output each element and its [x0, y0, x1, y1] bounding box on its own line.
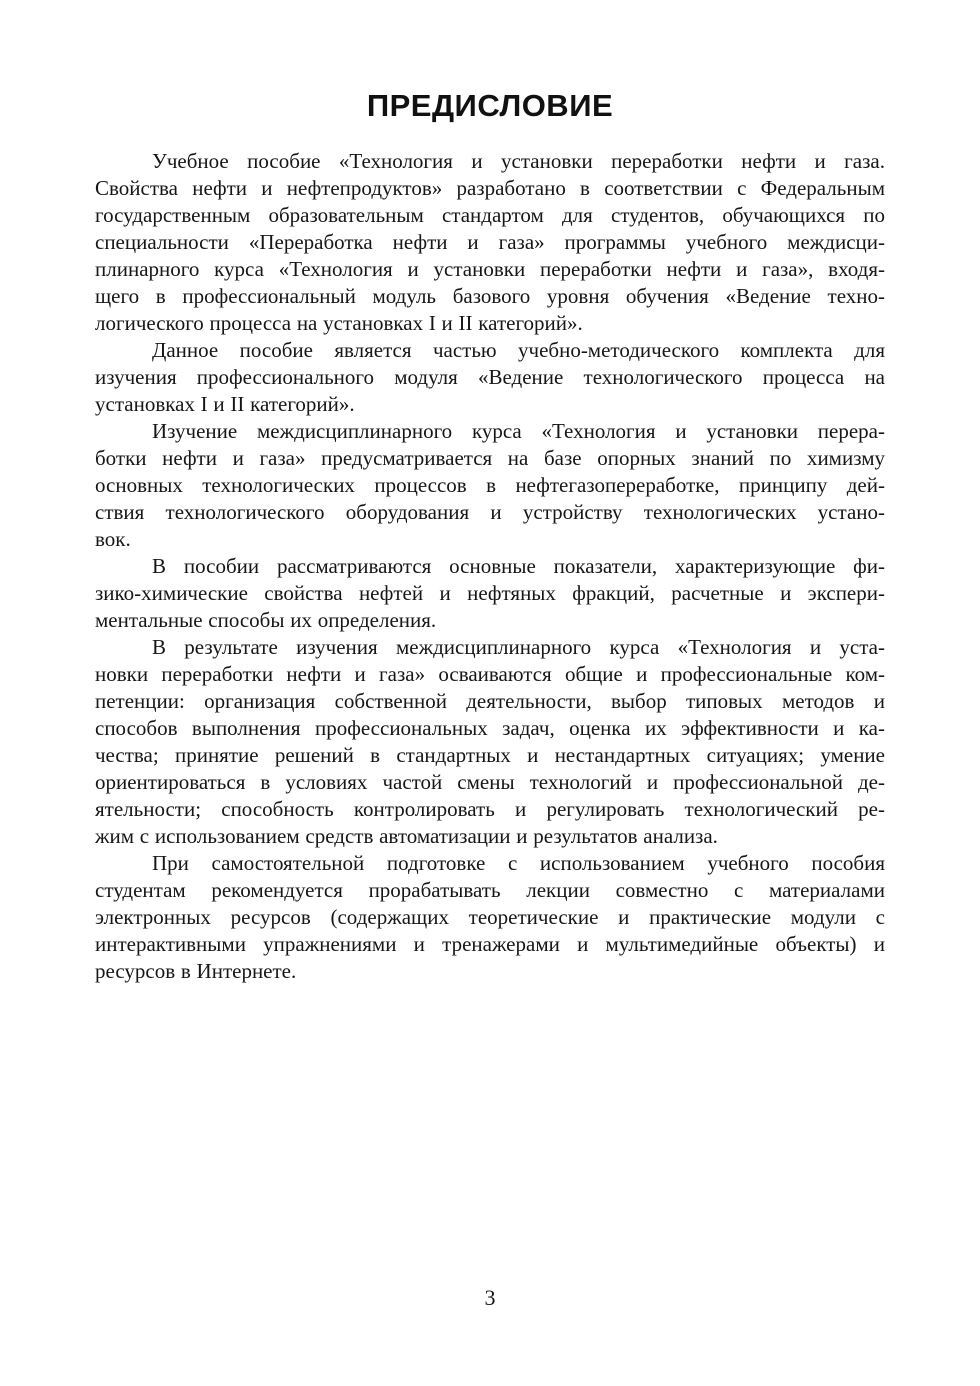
text-line: вок. [95, 527, 131, 551]
text-line: В результате изучения междисциплинарного курса «Технология и уста- [152, 635, 885, 659]
paragraph [95, 850, 885, 985]
text-line: интерактивными упражнениями и тренажерами и мультимедийные объекты) и [95, 932, 885, 956]
page-number: 3 [484, 1285, 496, 1310]
text-line: специальности «Переработка нефти и газа» программы учебного междисци- [95, 230, 885, 254]
text-line: государственным образовательным стандартом для студентов, обучающихся по [95, 203, 885, 227]
text-line: Свойства нефти и нефтепродуктов» разработано в соответствии с Федеральным [95, 176, 885, 200]
text-line: изучения профессионального модуля «Ведение технологического процесса на [95, 365, 885, 389]
text-line: ориентироваться в условиях частой смены технологий и профессиональной де- [95, 770, 885, 794]
text-line: логического процесса на установках I и II категорий». [95, 311, 583, 335]
paragraph [95, 337, 885, 418]
text-line: чества; принятие решений в стандартных и нестандартных ситуациях; умение [95, 743, 885, 767]
text-line: ятельности; способность контролировать и регулировать технологический ре- [95, 797, 885, 821]
preface-body [95, 148, 885, 985]
paragraph [95, 418, 885, 553]
text-line: петенции: организация собственной деятельности, выбор типовых методов и [95, 689, 885, 713]
text-line: ресурсов в Интернете. [95, 959, 297, 983]
text-line: зико-химические свойства нефтей и нефтяных фракций, расчетные и экспери- [95, 581, 885, 605]
text-line: Изучение междисциплинарного курса «Технология и установки перера- [152, 419, 885, 443]
text-line: плинарного курса «Технология и установки переработки нефти и газа», входя- [95, 257, 885, 281]
text-line: При самостоятельной подготовке с использованием учебного пособия [152, 851, 885, 875]
text-line: ментальные способы их определения. [95, 608, 437, 632]
text-line: основных технологических процессов в нефтегазопереработке, принципу дей- [95, 473, 885, 497]
page-title: ПРЕДИСЛОВИЕ [366, 88, 614, 123]
text-line: ствия технологического оборудования и устройству технологических устано- [95, 500, 885, 524]
text-line: Данное пособие является частью учебно-методического комплекта для [152, 338, 885, 362]
text-line: ботки нефти и газа» предусматривается на базе опорных знаний по химизму [95, 446, 885, 470]
paragraph [95, 634, 885, 850]
text-line: Учебное пособие «Технология и установки переработки нефти и газа. [152, 149, 885, 173]
text-line: студентам рекомендуется прорабатывать лекции совместно с материалами [95, 878, 885, 902]
text-line: способов выполнения профессиональных задач, оценка их эффективности и ка- [95, 716, 885, 740]
text-line: новки переработки нефти и газа» осваиваются общие и профессиональные ком- [95, 662, 885, 686]
text-line: установках I и II категорий». [95, 392, 355, 416]
text-line: электронных ресурсов (содержащих теоретические и практические модули с [95, 905, 885, 929]
paragraph [95, 553, 885, 634]
page-content [95, 90, 885, 985]
paragraph [95, 148, 885, 337]
text-line: щего в профессиональный модуль базового уровня обучения «Ведение техно- [95, 284, 885, 308]
text-line: В пособии рассматриваются основные показатели, характеризующие фи- [152, 554, 885, 578]
text-line: жим с использованием средств автоматизации и результатов анализа. [95, 824, 718, 848]
